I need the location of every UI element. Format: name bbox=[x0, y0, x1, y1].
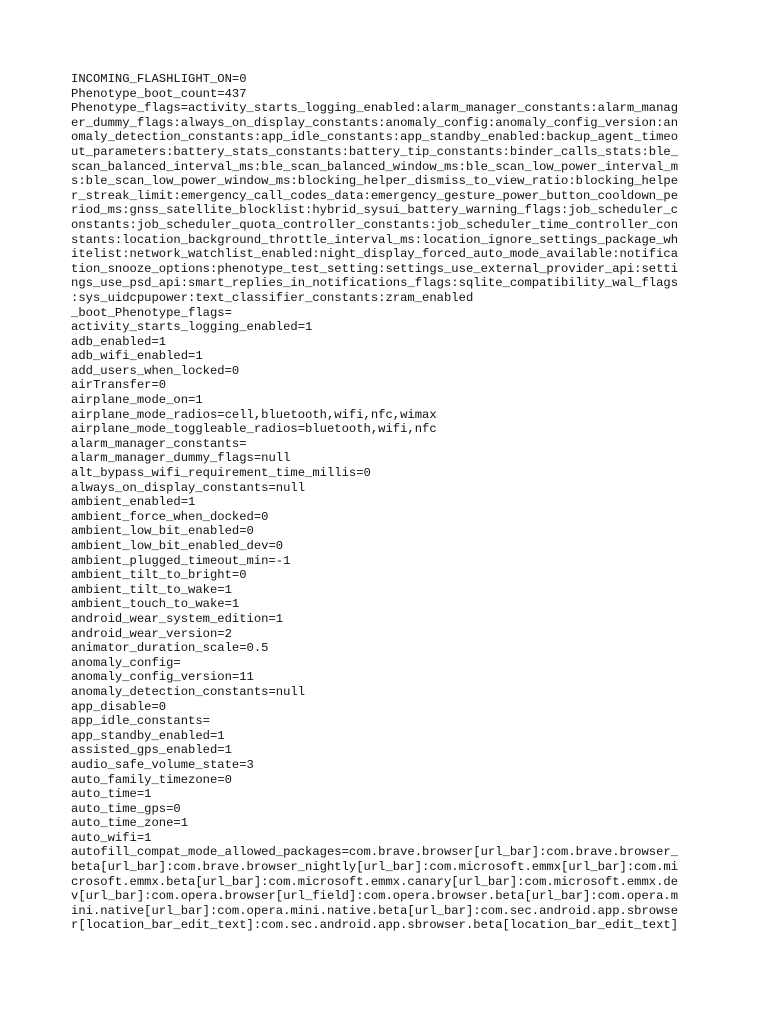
text-line: always_on_display_constants=null bbox=[71, 480, 306, 495]
text-line: ambient_low_bit_enabled=0 bbox=[71, 524, 254, 539]
text-line: Phenotype_boot_count=437 bbox=[71, 86, 247, 101]
text-line: anomaly_config_version=11 bbox=[71, 670, 254, 685]
text-line: ambient_enabled=1 bbox=[71, 495, 196, 510]
text-line: app_standby_enabled=1 bbox=[71, 728, 225, 743]
text-line: tion_snooze_options:phenotype_test_setting:settings_use_external_provider_api:setti bbox=[71, 261, 679, 276]
text-line: app_idle_constants= bbox=[71, 714, 210, 729]
text-line: auto_wifi=1 bbox=[71, 830, 152, 845]
text-line: riod_ms:gnss_satellite_blocklist:hybrid_sysui_battery_warning_flags:job_scheduler_c bbox=[71, 203, 679, 218]
text-line: onstants:job_scheduler_quota_controller_constants:job_scheduler_time_controller_con bbox=[71, 217, 679, 232]
text-line: auto_family_timezone=0 bbox=[71, 772, 232, 787]
text-line: auto_time_zone=1 bbox=[71, 816, 189, 831]
text-line: stants:location_background_throttle_interval_ms:location_ignore_settings_package_wh bbox=[71, 232, 679, 247]
text-line: ambient_force_when_docked=0 bbox=[71, 509, 269, 524]
text-line: r[location_bar_edit_text]:com.sec.android.app.sbrowser.beta[location_bar_edit_text] bbox=[71, 918, 679, 933]
text-line: anomaly_detection_constants=null bbox=[71, 684, 306, 699]
text-line: ambient_touch_to_wake=1 bbox=[71, 597, 240, 612]
text-line: itelist:network_watchlist_enabled:night_display_forced_auto_mode_available:notifica bbox=[71, 247, 679, 262]
text-line: auto_time_gps=0 bbox=[71, 801, 181, 816]
text-line: ut_parameters:battery_stats_constants:battery_tip_constants:binder_calls_stats:ble_ bbox=[71, 144, 679, 159]
text-line: s:ble_scan_low_power_window_ms:blocking_helper_dismiss_to_view_ratio:blocking_helpe bbox=[71, 174, 679, 189]
text-line: auto_time=1 bbox=[71, 787, 152, 802]
text-line: alarm_manager_dummy_flags=null bbox=[71, 451, 291, 466]
text-line: crosoft.emmx.beta[url_bar]:com.microsoft.emmx.canary[url_bar]:com.microsoft.emmx.de bbox=[71, 874, 679, 889]
text-line: android_wear_system_edition=1 bbox=[71, 611, 284, 626]
text-line: alt_bypass_wifi_requirement_time_millis=0 bbox=[71, 466, 371, 481]
text-line: add_users_when_locked=0 bbox=[71, 363, 240, 378]
text-line: animator_duration_scale=0.5 bbox=[71, 641, 269, 656]
text-line: autofill_compat_mode_allowed_packages=com.brave.browser[url_bar]:com.brave.browser_ bbox=[71, 845, 679, 860]
text-line: adb_enabled=1 bbox=[71, 334, 167, 349]
text-line: Phenotype_flags=activity_starts_logging_enabled:alarm_manager_constants:alarm_manag bbox=[71, 101, 679, 116]
text-line: adb_wifi_enabled=1 bbox=[71, 349, 203, 364]
text-line: ambient_tilt_to_bright=0 bbox=[71, 568, 247, 583]
text-line: anomaly_config= bbox=[71, 655, 181, 670]
text-line: activity_starts_logging_enabled=1 bbox=[71, 320, 313, 335]
settings-dump-text bbox=[71, 72, 701, 933]
text-line: r_streak_limit:emergency_call_codes_data:emergency_gesture_power_button_cooldown_pe bbox=[71, 188, 679, 203]
text-line: airplane_mode_radios=cell,bluetooth,wifi,nfc,wimax bbox=[71, 407, 437, 422]
text-line: scan_balanced_interval_ms:ble_scan_balanced_window_ms:ble_scan_low_power_interval_m bbox=[71, 159, 679, 174]
text-line: app_disable=0 bbox=[71, 699, 167, 714]
text-line: android_wear_version=2 bbox=[71, 626, 232, 641]
text-line: ngs_use_psd_api:smart_replies_in_notifications_flags:sqlite_compatibility_wal_flags bbox=[71, 276, 679, 291]
text-line: :sys_uidcpupower:text_classifier_constants:zram_enabled bbox=[71, 290, 474, 305]
text-line: v[url_bar]:com.opera.browser[url_field]:com.opera.browser.beta[url_bar]:com.opera.m bbox=[71, 889, 679, 904]
text-line: omaly_detection_constants:app_idle_constants:app_standby_enabled:backup_agent_timeo bbox=[71, 130, 679, 145]
text-line: _boot_Phenotype_flags= bbox=[71, 305, 232, 320]
text-line: assisted_gps_enabled=1 bbox=[71, 743, 232, 758]
text-line: airplane_mode_on=1 bbox=[71, 393, 203, 408]
text-line: ambient_plugged_timeout_min=-1 bbox=[71, 553, 291, 568]
text-line: airplane_mode_toggleable_radios=bluetooth,wifi,nfc bbox=[71, 422, 437, 437]
text-line: ambient_low_bit_enabled_dev=0 bbox=[71, 539, 284, 553]
text-line: beta[url_bar]:com.brave.browser_nightly[url_bar]:com.microsoft.emmx[url_bar]:com.mi bbox=[71, 860, 679, 875]
text-line: INCOMING_FLASHLIGHT_ON=0 bbox=[71, 72, 247, 86]
text-line: ambient_tilt_to_wake=1 bbox=[71, 582, 232, 597]
text-line: airTransfer=0 bbox=[71, 378, 167, 393]
text-line: er_dummy_flags:always_on_display_constants:anomaly_config:anomaly_config_version:an bbox=[71, 115, 679, 130]
text-line: alarm_manager_constants= bbox=[71, 436, 247, 451]
text-line: ini.native[url_bar]:com.opera.mini.native.beta[url_bar]:com.sec.android.app.sbrowse bbox=[71, 903, 679, 918]
text-line: audio_safe_volume_state=3 bbox=[71, 757, 254, 772]
